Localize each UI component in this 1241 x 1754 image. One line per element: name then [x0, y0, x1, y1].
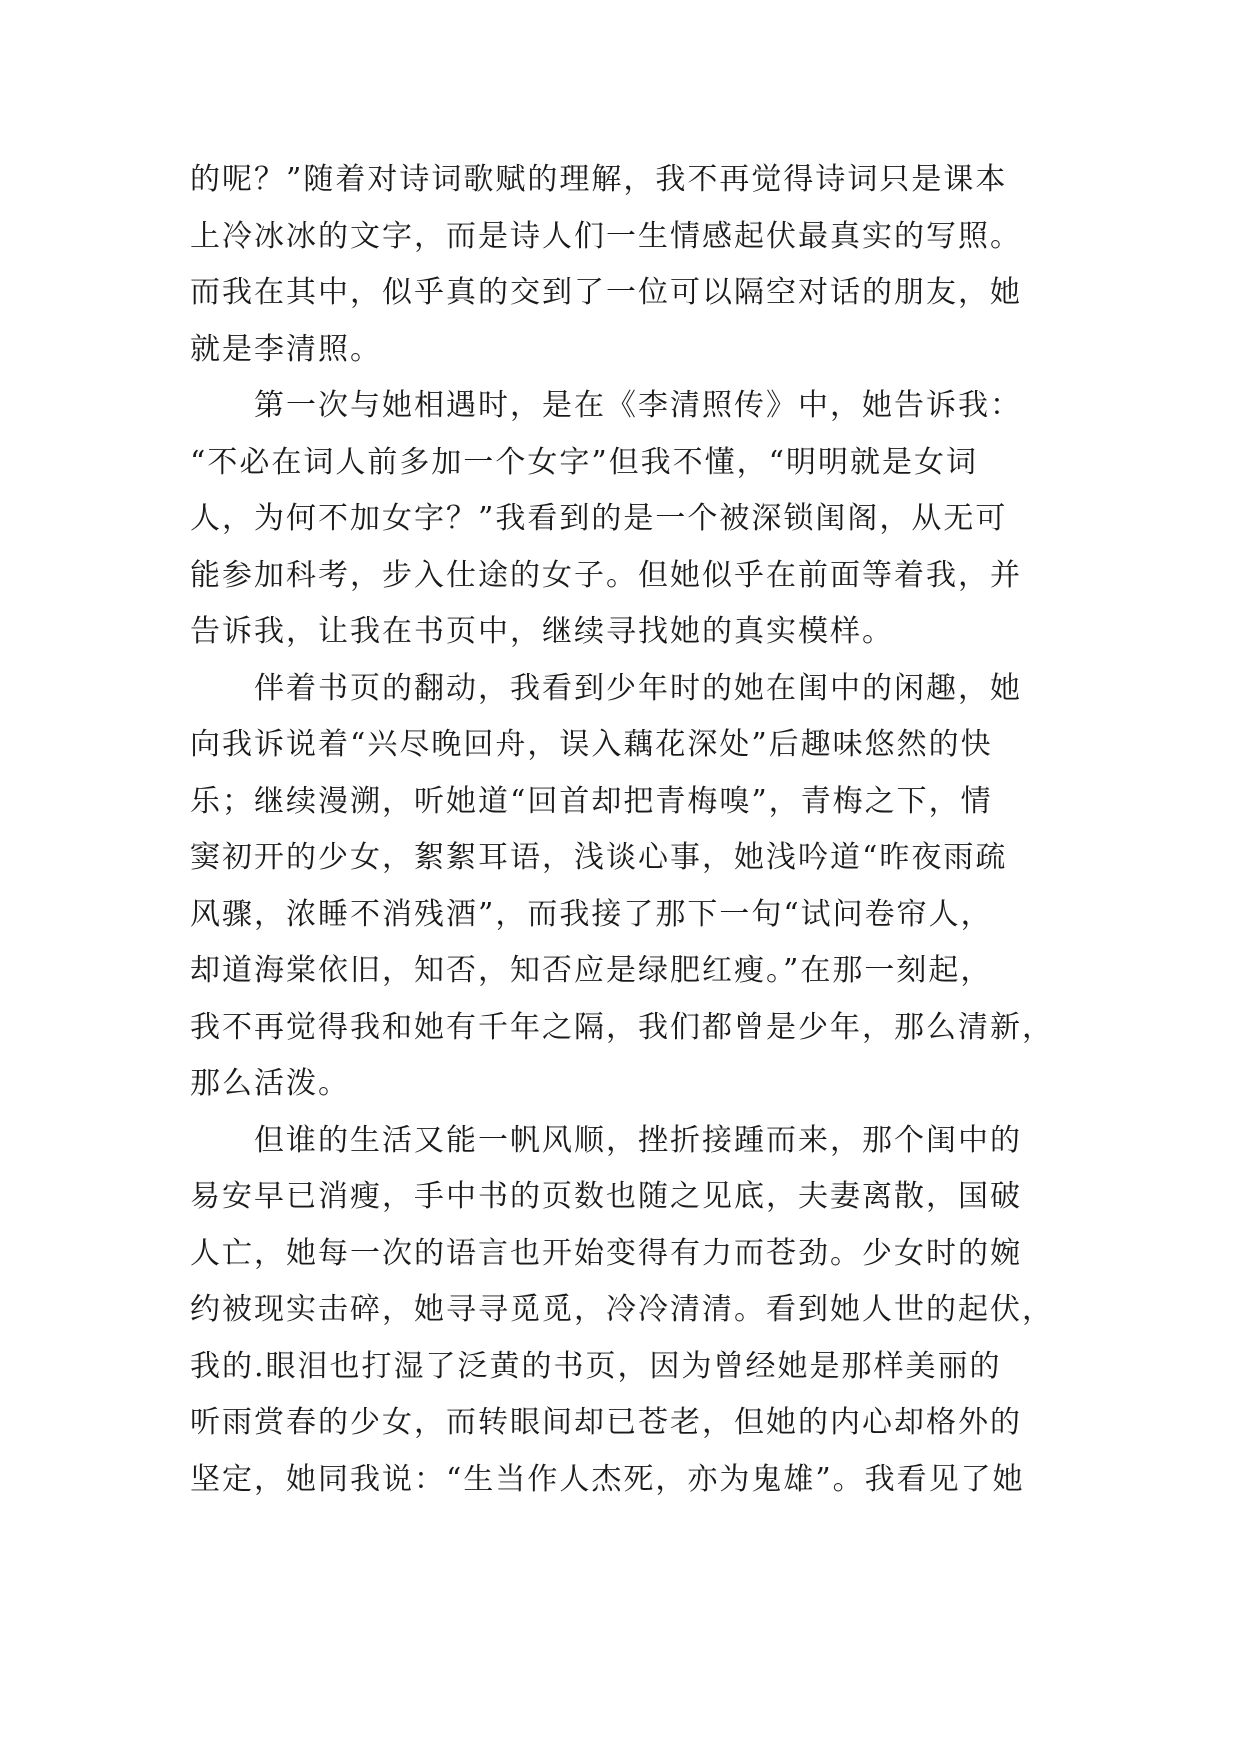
text-line: 我的.眼泪也打湿了泛黄的书页，因为曾经她是那样美丽的 — [190, 1348, 1002, 1384]
text-line: 就是李清照。 — [190, 331, 382, 367]
text-line: 约被现实击碎，她寻寻觅觅，冷冷清清。看到她人世的起伏， — [190, 1292, 1054, 1327]
text-line: 人，为何不加女字？”我看到的是一个被深锁闺阁，从无可 — [190, 501, 1008, 536]
text-line: 的呢？”随着对诗词歌赋的理解，我不再觉得诗词只是课本 — [190, 162, 1008, 197]
text-line: 易安早已消瘦，手中书的页数也随之见底，夫妻离散，国破 — [190, 1179, 1022, 1214]
text-line: 能参加科考，步入仕途的女子。但她似乎在前面等着我，并 — [190, 557, 1022, 593]
text-line: 第一次与她相遇时，是在《李清照传》中，她告诉我： — [190, 388, 1022, 423]
text-line: 我不再觉得我和她有千年之隔，我们都曾是少年，那么清新， — [190, 1009, 1054, 1045]
text-line: 人亡，她每一次的语言也开始变得有力而苍劲。少女时的婉 — [190, 1235, 1022, 1271]
text-line: 听雨赏春的少女，而转眼间却已苍老，但她的内心却格外的 — [190, 1405, 1022, 1440]
text-line: 那么活泼。 — [190, 1066, 350, 1101]
text-line: 但谁的生活又能一帆风顺，挫折接踵而来，那个闺中的 — [190, 1122, 1022, 1158]
text-line: 而我在其中，似乎真的交到了一位可以隔空对话的朋友，她 — [190, 275, 1022, 310]
text-line: 却道海棠依旧，知否，知否应是绿肥红瘦。”在那一刻起， — [190, 953, 993, 988]
text-line: 告诉我，让我在书页中，继续寻找她的真实模样。 — [190, 614, 894, 649]
essay-text — [190, 152, 1090, 1508]
text-line: 上冷冰冰的文字，而是诗人们一生情感起伏最真实的写照。 — [190, 218, 1022, 254]
text-line: 风骤，浓睡不消残酒”，而我接了那下一句“试问卷帘人， — [190, 896, 993, 932]
text-line: 向我诉说着“兴尽晚回舟，误入藕花深处”后趣味悠然的快 — [190, 727, 993, 762]
text-line: “不必在词人前多加一个女字”但我不懂，“明明就是女词 — [190, 444, 979, 480]
text-line: 窦初开的少女，絮絮耳语，浅谈心事，她浅吟道“昨夜雨疏 — [190, 840, 1008, 875]
text-line: 乐；继续漫溯，听她道“回首却把青梅嗅”，青梅之下，情 — [190, 783, 993, 819]
text-line: 伴着书页的翻动，我看到少年时的她在闺中的闲趣，她 — [190, 670, 1022, 706]
text-line: 坚定，她同我说：“生当作人杰死，亦为鬼雄”。我看见了她 — [190, 1461, 1025, 1497]
